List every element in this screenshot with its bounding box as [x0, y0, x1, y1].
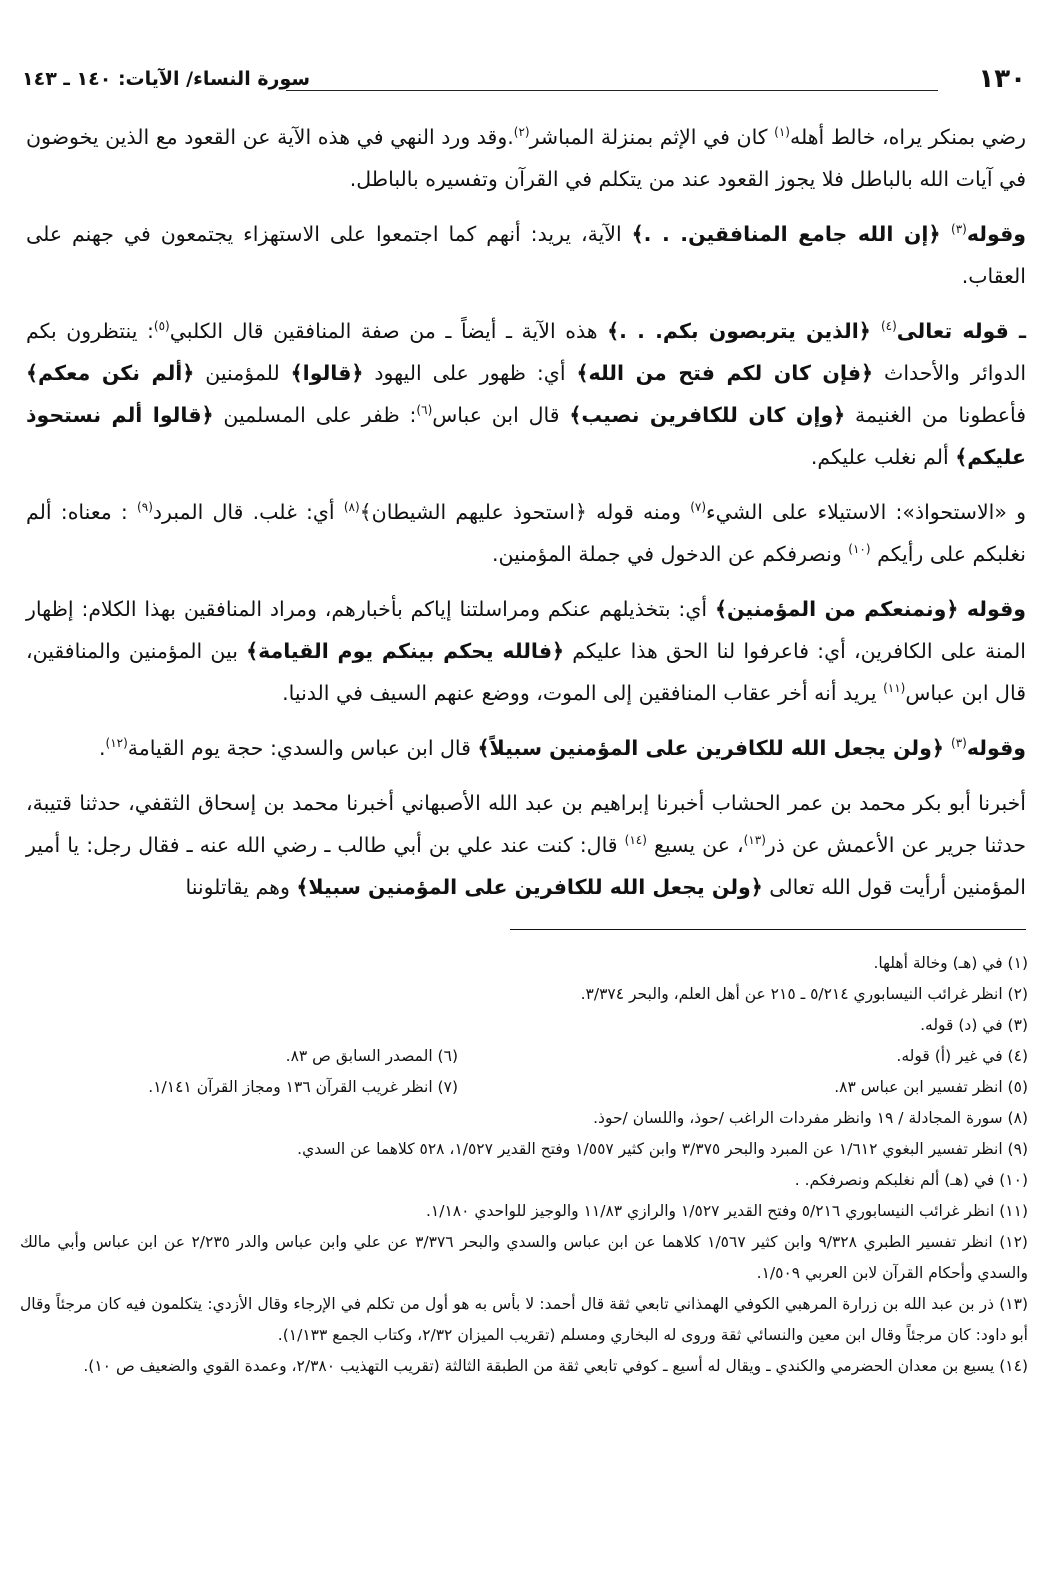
- header-rule: [286, 90, 938, 91]
- text-run: الآية، يريد: أنهم كما اجتمعوا على الاستهزاء يجتمعون في جهنم على العقاب.: [26, 222, 1026, 288]
- text-run: : ينتظرون بكم الدوائر والأحداث: [26, 319, 1027, 385]
- footnote-ref: (٧): [690, 500, 707, 515]
- page-number: ١٣٠: [978, 64, 1026, 94]
- footnote-ref: (٦): [416, 403, 433, 418]
- footnote-ref: (٤): [880, 319, 897, 334]
- footnote-ref: (٢): [513, 125, 530, 140]
- text-run: يريد أنه أخر عقاب المنافقين إلى الموت، ووضع عنهم السيف في الدنيا.: [282, 681, 884, 705]
- paragraph: [26, 782, 1026, 908]
- footnote: (١) في (هـ) وخالة أهلها.: [873, 954, 1028, 972]
- paragraph: [26, 588, 1026, 714]
- bold-run: وقوله: [966, 736, 1026, 760]
- footnote-separator: [510, 929, 1026, 930]
- footnote-ref: (١٤): [624, 833, 647, 848]
- page-header: [18, 64, 1030, 98]
- bold-run: ﴿وإن كان للكافرين نصيب﴾: [569, 403, 846, 427]
- bold-run: ﴿قالوا ألم نستحوذ عليكم﴾: [26, 403, 1026, 469]
- running-title: سورة النساء/ الآيات: ١٤٠ ـ ١٤٣: [22, 68, 311, 90]
- text-run: أي: ظهور على اليهود: [363, 361, 577, 385]
- footnote-ref: (١١): [883, 681, 906, 696]
- footnote-ref: (٩): [137, 500, 153, 515]
- footnote: (٩) انظر تفسير البغوي ١/٦١٢ عن المبرد والبحر ٣/٣٧٥ وابن كثير ١/٥٥٧ وفتح القدير ١/٥٢٧، ٥٢٨ كلاهما عن السدي.: [297, 1140, 1028, 1158]
- bold-run: ﴿فإن كان لكم فتح من الله﴾: [576, 361, 874, 385]
- footnote: (٧) انظر غريب القرآن ١٣٦ ومجاز القرآن ١/١٤١.: [148, 1078, 458, 1096]
- paragraph: [26, 116, 1026, 200]
- footnotes: [20, 948, 1028, 1382]
- text-run: للمؤمنين: [194, 361, 291, 385]
- footnote: (٤) في غير (أ) قوله.: [896, 1047, 1028, 1065]
- text-run: : معناه: ألم نغلبكم على رأيكم: [26, 500, 1026, 566]
- footnote-row: [20, 1041, 1028, 1072]
- text-run: قال: كنت عند علي بن أبي طالب ـ رضي الله عنه ـ فقال رجل: يا أمير المؤمنين أرأيت قول الله تعالى: [26, 833, 1026, 899]
- text-run: : ظفر على المسلمين: [213, 403, 417, 427]
- bold-run: ﴿ألم نكن معكم﴾: [26, 361, 195, 385]
- bold-run: ﴿ولن يجعل الله للكافرين على المؤمنين سبيلاً﴾: [477, 736, 952, 760]
- bold-run: ﴿الذين يتربصون بكم. . .﴾: [607, 319, 881, 343]
- footnote: (٣) في (د) قوله.: [920, 1016, 1028, 1034]
- text-run: ونصرفكم عن الدخول في جملة المؤمنين.: [491, 542, 849, 566]
- text-run: أخبرنا أبو بكر محمد بن عمر الحشاب أخبرنا إبراهيم بن عبد الله الأصبهاني أخبرنا محمد بن إسحاق الثقفي، حدثنا قتيبة، حدثنا جرير عن الأعمش عن ذر: [26, 791, 1026, 857]
- footnote: (١١) انظر غرائب النيسابوري ٥/٢١٦ وفتح القدير ١/٥٢٧ والرازي ١١/٨٣ والوجيز للواحدي ١/١٨٠.: [425, 1202, 1028, 1220]
- text-run: قال ابن عباس: [432, 403, 570, 427]
- text-run: ألم نغلب عليكم.: [810, 445, 956, 469]
- text-run: فأعطونا من الغنيمة: [845, 403, 1027, 427]
- footnote: (٢) انظر غرائب النيسابوري ٥/٢١٤ ـ ٢١٥ عن أهل العلم، والبحر ٣/٣٧٤.: [580, 985, 1028, 1003]
- main-text: [26, 116, 1026, 921]
- text-run: .وقد ورد النهي في هذه الآية عن القعود مع الذين يخوضون في آيات الله بالباطل فلا يجوز القعود عند من يتكلم في القرآن وتفسيره بالباطل.: [26, 125, 1026, 191]
- footnote: (٥) انظر تفسير ابن عباس ٨٣.: [834, 1078, 1028, 1096]
- bold-run: ﴿ولن يجعل الله للكافرين على المؤمنين سبيلا﴾: [296, 875, 763, 899]
- footnote-ref: (١٠): [848, 542, 871, 557]
- text-run: هذه الآية ـ أيضاً ـ من صفة المنافقين قال الكلبي: [169, 319, 608, 343]
- footnote-ref: (١٢): [105, 736, 128, 751]
- footnote-ref: (٣): [951, 222, 967, 237]
- footnote-ref: (٥): [153, 319, 170, 334]
- footnote-ref: (١٣): [743, 833, 766, 848]
- text-run: رضي بمنكر يراه، خالط أهله: [789, 125, 1026, 149]
- bold-run: ﴿فالله يحكم بينكم يوم القيامة﴾: [246, 639, 565, 663]
- footnote: (١٣) ذر بن عبد الله بن زرارة المرهبي الكوفي الهمذاني تابعي ثقة قال أحمد: لا بأس به هو أول من تكلم في الإرجاء وقال الأزدي: يتكلمون فيه كان مرجئاً وقال أبو داود: كان مرجئاً وقال ابن معين والنسائي ثقة وروى له البخاري ومسلم (تقريب الميزان ٢/٣٢، وكتاب الجمع ١/١٣٣).: [20, 1295, 1028, 1344]
- text-run: ، عن يسيع: [646, 833, 744, 857]
- footnote: (١٤) يسيع بن معدان الحضرمي والكندي ـ ويقال له أسيع ـ كوفي تابعي ثقة من الطبقة الثالثة (تقريب التهذيب ٢/٣٨٠، وعمدة القوي والضعيف ص ١٠).: [83, 1357, 1028, 1375]
- bold-run: وقوله: [966, 222, 1026, 246]
- footnote-ref: (٨): [343, 500, 360, 515]
- paragraph: [26, 213, 1026, 297]
- text-run: وهم يقاتلوننا: [185, 875, 297, 899]
- paragraph: [26, 491, 1026, 575]
- bold-run: ﴿إن الله جامع المنافقين. . .﴾: [631, 222, 952, 246]
- footnote: (١٠) في (هـ) ألم نغلبكم ونصرفكم. .: [794, 1171, 1028, 1189]
- paragraph: [26, 727, 1026, 769]
- text-run: بين المؤمنين والمنافقين، قال ابن عباس: [26, 639, 1026, 705]
- text-run: أي: غلب. قال المبرد: [152, 500, 344, 524]
- footnote: (٦) المصدر السابق ص ٨٣.: [285, 1047, 458, 1065]
- bold-run: ـ قوله تعالى: [896, 319, 1026, 343]
- text-run: .: [99, 736, 106, 760]
- text-run: قال ابن عباس والسدي: حجة يوم القيامة: [127, 736, 478, 760]
- footnote-row: [20, 1072, 1028, 1103]
- text-run: ومنه قوله ﴿استحوذ عليهم الشيطان﴾: [359, 500, 691, 524]
- text-run: أي: بتخذيلهم عنكم ومراسلتنا إياكم بأخبارهم، ومراد المنافقين بهذا الكلام: إظهار المنة على الكافرين، أي: فاعرفوا لنا الحق هذا عليكم: [26, 597, 1026, 663]
- bold-run: وقوله ﴿ونمنعكم من المؤمنين﴾: [714, 597, 1026, 621]
- text-run: و «الاستحواذ»: الاستيلاء على الشيء: [706, 500, 1026, 524]
- bold-run: ﴿قالوا﴾: [290, 361, 364, 385]
- footnote: (٨) سورة المجادلة / ١٩ وانظر مفردات الراغب /حوذ، واللسان /حوذ.: [593, 1109, 1028, 1127]
- footnote-ref: (١): [774, 125, 790, 140]
- footnote: (١٢) انظر تفسير الطبري ٩/٣٢٨ وابن كثير ١/٥٦٧ كلاهما عن ابن عباس والسدي والبحر ٣/٣٧٦ عن علي وابن عباس والدر ٢/٢٣٥ عن ابن عباس وأبي مالك والسدي وأحكام القرآن لابن العربي ١/٥٠٩.: [20, 1233, 1028, 1282]
- paragraph: [26, 310, 1026, 478]
- footnote-ref: (٣): [951, 736, 967, 751]
- text-run: كان في الإثم بمنزلة المباشر: [529, 125, 775, 149]
